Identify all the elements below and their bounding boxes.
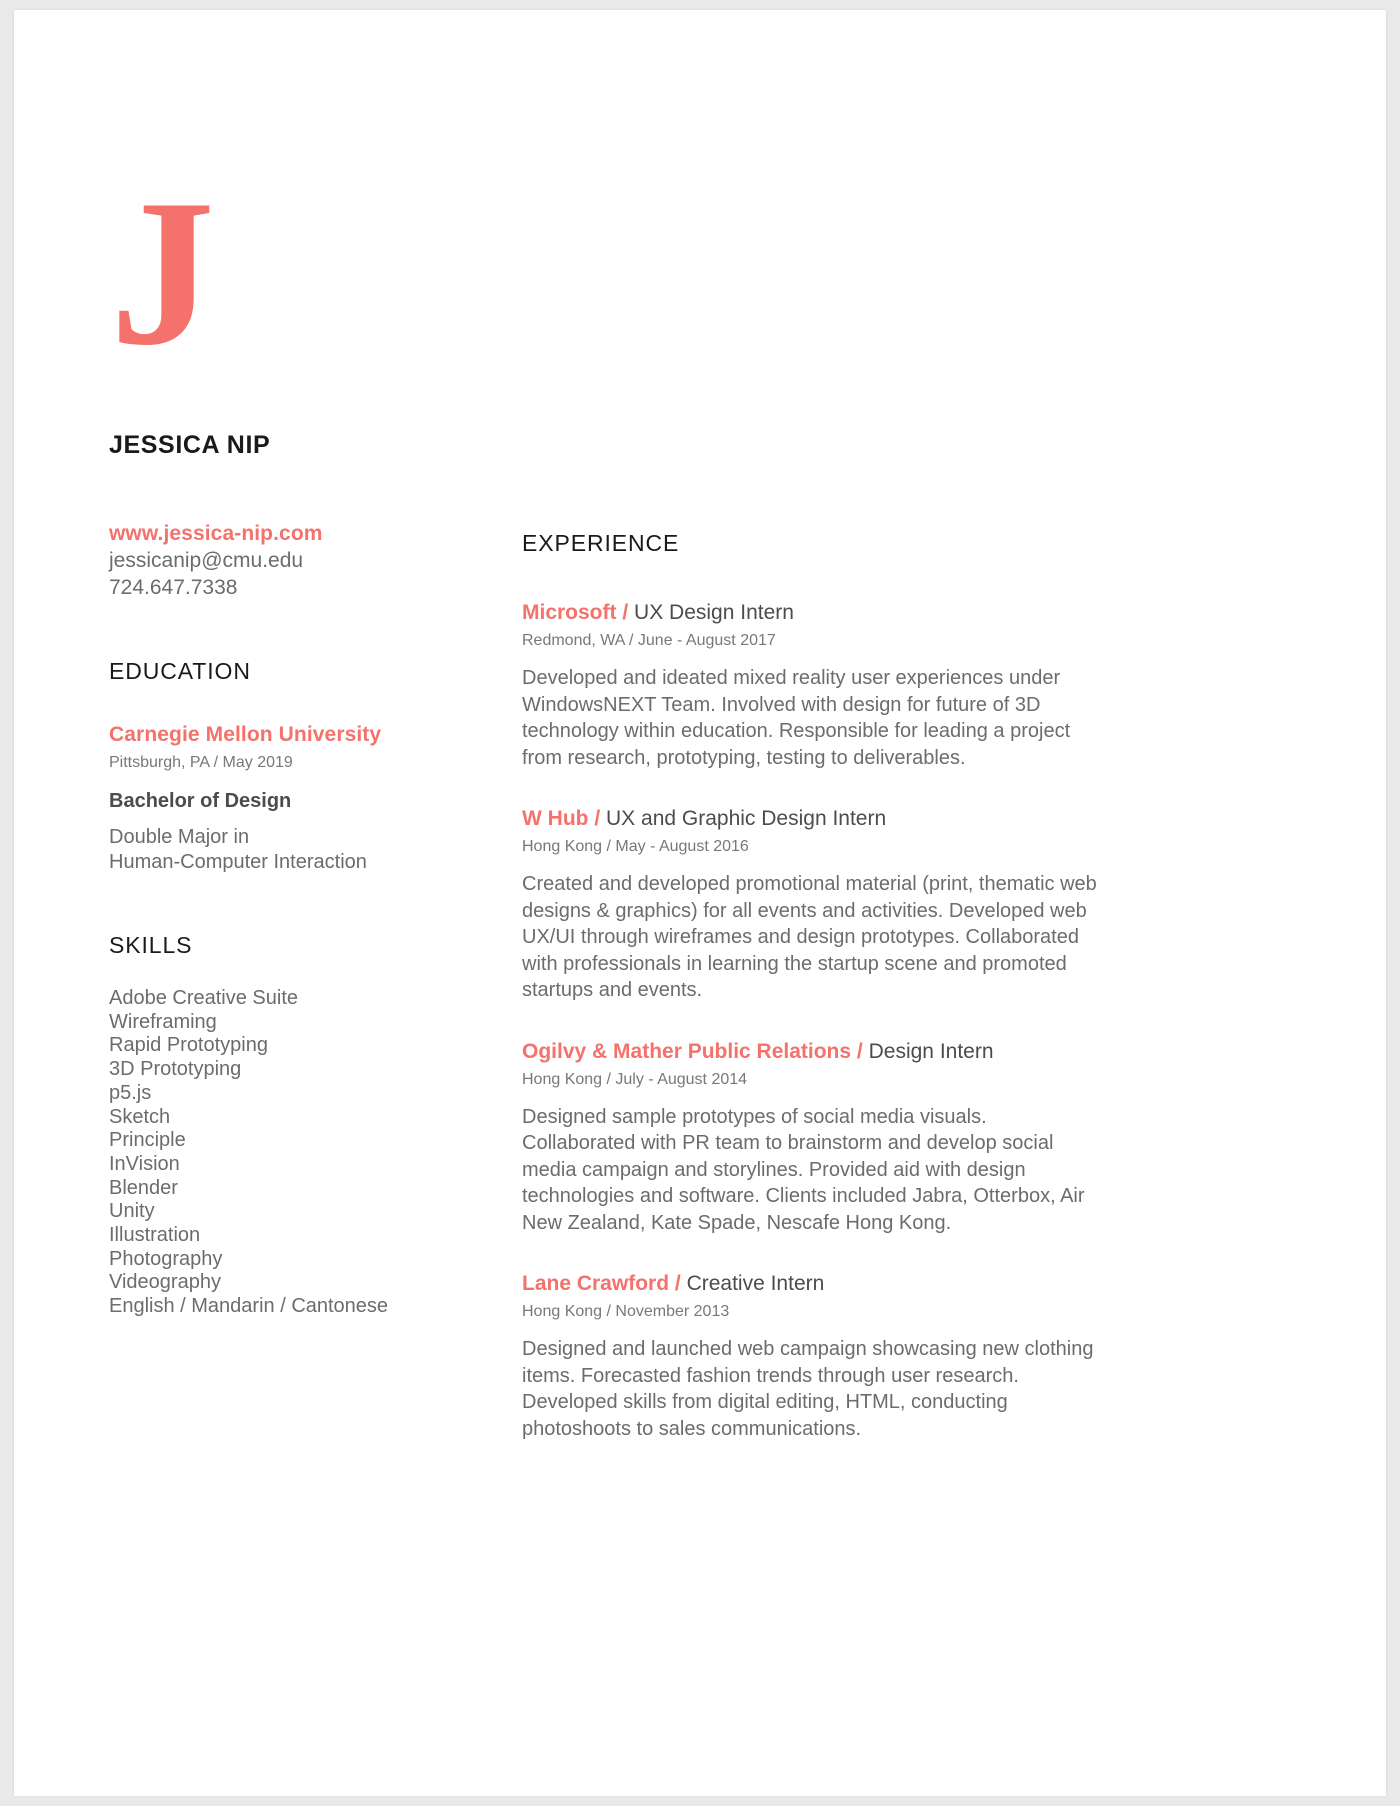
experience-separator: / bbox=[594, 807, 601, 830]
education-meta: Pittsburgh, PA / May 2019 bbox=[109, 754, 293, 771]
list-item: Wireframing bbox=[109, 1010, 217, 1033]
list-item: Videography bbox=[109, 1271, 221, 1294]
list-item: Blender bbox=[109, 1176, 178, 1199]
education-major-line-1: Double Major in bbox=[109, 826, 250, 848]
experience-title bbox=[522, 1038, 1102, 1065]
experience-role: UX and Graphic Design Intern bbox=[606, 807, 887, 830]
experience-company: Ogilvy & Mather Public Relations bbox=[522, 1039, 852, 1063]
experience-company: Microsoft bbox=[522, 601, 617, 624]
resume-sheet bbox=[14, 10, 1386, 1796]
monogram-logo: J bbox=[110, 157, 215, 389]
experience-description: Created and developed promotional material (print, thematic web designs & graphics) for all events and activities. Developed web UX/UI through wireframes and design prototypes. Collaborated with professionals in learning the startup scene and promoted startups and events. bbox=[522, 873, 1097, 1001]
skills-section bbox=[109, 931, 479, 1319]
experience-description: Designed sample prototypes of social media visuals. Collaborated with PR team to brainstorm and develop social media campaign and storylines. Provided aid with design technologies and software. Clients included Jabra, Otterbox, Air New Zealand, Kate Spade, Nescafe Hong Kong. bbox=[522, 1105, 1085, 1234]
education-major-line-2: Human-Computer Interaction bbox=[109, 851, 367, 873]
experience-role: UX Design Intern bbox=[634, 601, 794, 624]
left-column bbox=[109, 520, 479, 1319]
list-item: Principle bbox=[109, 1129, 186, 1152]
education-section bbox=[109, 657, 479, 875]
contact-block bbox=[109, 520, 479, 601]
experience-separator: / bbox=[856, 1039, 863, 1063]
experience-title bbox=[522, 599, 1102, 626]
skills-heading: SKILLS bbox=[109, 932, 193, 958]
list-item: Unity bbox=[109, 1200, 155, 1223]
education-major bbox=[109, 825, 479, 875]
education-degree: Bachelor of Design bbox=[109, 790, 292, 812]
experience-description: Developed and ideated mixed reality user experiences under WindowsNEXT Team. Involved with design for future of 3D technology within education. Responsible for leading a project from research, prototyping, testing to deliverables. bbox=[522, 667, 1071, 769]
experience-meta: Hong Kong / May - August 2016 bbox=[522, 838, 749, 855]
contact-phone: 724.647.7338 bbox=[109, 576, 238, 599]
contact-email[interactable]: jessicanip@cmu.edu bbox=[109, 549, 304, 572]
experience-meta: Hong Kong / July - August 2014 bbox=[522, 1070, 748, 1088]
contact-website[interactable]: www.jessica-nip.com bbox=[109, 522, 323, 545]
list-item: English / Mandarin / Cantonese bbox=[109, 1295, 389, 1318]
list-item: Adobe Creative Suite bbox=[109, 987, 299, 1009]
list-item: Sketch bbox=[109, 1105, 171, 1128]
education-heading: EDUCATION bbox=[109, 658, 251, 684]
list-item: 3D Prototyping bbox=[109, 1058, 242, 1081]
experience-heading: EXPERIENCE bbox=[522, 530, 680, 556]
experience-meta: Hong Kong / November 2013 bbox=[522, 1303, 730, 1320]
experience-separator: / bbox=[674, 1272, 681, 1295]
experience-company: Lane Crawford bbox=[522, 1272, 670, 1295]
list-item: Photography bbox=[109, 1247, 223, 1270]
experience-meta: Redmond, WA / June - August 2017 bbox=[522, 632, 776, 649]
experience-company: W Hub bbox=[522, 807, 589, 830]
experience-entry-microsoft bbox=[522, 599, 1102, 771]
resume-page bbox=[14, 10, 1386, 1796]
experience-title bbox=[522, 805, 1102, 832]
experience-entry-whub bbox=[522, 805, 1102, 1004]
experience-separator: / bbox=[622, 601, 629, 624]
experience-description: Designed and launched web campaign showcasing new clothing items. Forecasted fashion trends through user research. Developed skills from digital editing, HTML, conducting photoshoots to sales communications. bbox=[522, 1338, 1094, 1440]
experience-entry-lane-crawford bbox=[522, 1270, 1102, 1442]
list-item: Rapid Prototyping bbox=[109, 1034, 268, 1057]
experience-column bbox=[522, 529, 1102, 1442]
list-item: p5.js bbox=[109, 1081, 152, 1104]
experience-title bbox=[522, 1270, 1102, 1297]
list-item: Illustration bbox=[109, 1224, 201, 1247]
experience-role: Design Intern bbox=[868, 1039, 994, 1063]
experience-entry-ogilvy bbox=[522, 1038, 1102, 1237]
experience-role: Creative Intern bbox=[686, 1272, 825, 1295]
list-item: InVision bbox=[109, 1152, 180, 1175]
skills-list bbox=[109, 987, 479, 1319]
education-school: Carnegie Mellon University bbox=[109, 723, 382, 746]
page-title: JESSICA NIP bbox=[109, 431, 271, 459]
